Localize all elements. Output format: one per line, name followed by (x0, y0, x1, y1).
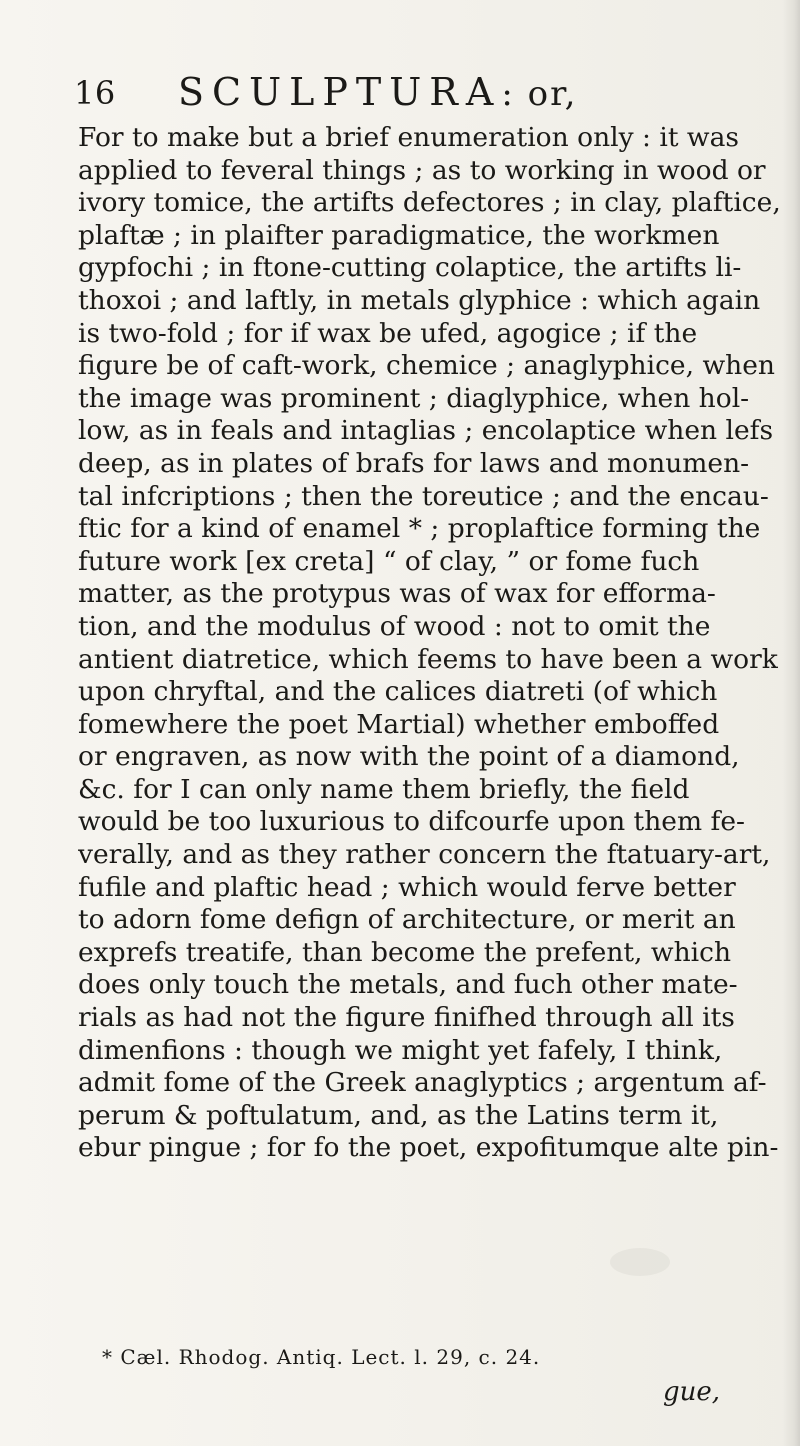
page-number: 16 (74, 74, 116, 112)
paper-stain (610, 1248, 670, 1276)
text-line: admit fome of the Greek anaglyptics ; argentum af- (78, 1067, 767, 1099)
text-line: &c. for I can only name them briefly, the field (78, 773, 690, 805)
text-line: or engraven, as now with the point of a diamond, (78, 741, 740, 773)
text-line: future work [ex creta] “ of clay, ” or fome fuch (78, 545, 700, 577)
text-line: fufile and plaftic head ; which would ferve better (78, 871, 736, 903)
text-line: antient diatretice, which feems to have been a work (78, 643, 778, 675)
text-line: tal infcriptions ; then the toreutice ; and the encau- (78, 480, 769, 512)
running-title-suffix: : or, (501, 74, 578, 114)
text-line: dimenfions : though we might yet fafely, I think, (78, 1034, 723, 1066)
text-line: tion, and the modulus of wood : not to omit the (78, 610, 711, 642)
text-line: low, as in feals and intaglias ; encolaptice when lefs (78, 415, 774, 447)
text-line: exprefs treatife, than become the prefent, which (78, 936, 732, 968)
text-line: ivory tomice, the artifts defectores ; in clay, plaftice, (78, 187, 781, 219)
footnote: * Cæl. Rhodog. Antiq. Lect. l. 29, c. 24. (102, 1345, 541, 1369)
text-line: gypfochi ; in ftone-cutting colaptice, the artifts li- (78, 252, 742, 284)
text-line: does only touch the metals, and fuch other mate- (78, 969, 738, 1001)
text-line: plaftæ ; in plaifter paradigmatice, the workmen (78, 219, 720, 251)
text-line: perum & poftulatum, and, as the Latins term it, (78, 1099, 719, 1131)
text-line: upon chryftal, and the calices diatreti (of which (78, 676, 718, 708)
text-line: applied to feveral things ; as to working in wood or (78, 154, 766, 186)
text-line: to adorn fome defign of architecture, or merit an (78, 904, 736, 936)
page-header (74, 70, 694, 118)
text-line: fomewhere the poet Martial) whether emboffed (78, 708, 720, 740)
text-line: rials as had not the figure finifhed through all its (78, 1002, 735, 1034)
text-line: deep, as in plates of brafs for laws and monumen- (78, 447, 750, 479)
text-line: is two-fold ; for if wax be ufed, agogice ; if the (78, 317, 698, 349)
text-line: the image was prominent ; diaglyphice, when hol- (78, 382, 750, 414)
text-line: would be too luxurious to difcourfe upon them fe- (78, 806, 745, 838)
text-line: For to make but a brief enumeration only : it was (78, 122, 739, 153)
text-line: verally, and as they rather concern the ftatuary-art, (78, 839, 771, 871)
text-line: figure be of caft-work, chemice ; anaglyphice, when (78, 350, 775, 382)
body-text (78, 122, 798, 1165)
text-line: thoxoi ; and laftly, in metals glyphice : which again (78, 284, 761, 316)
catchword: gue, (663, 1377, 721, 1407)
text-line: matter, as the protypus was of wax for efforma- (78, 578, 716, 610)
running-title (178, 70, 577, 114)
running-title-main: SCULPTURA (178, 70, 502, 114)
text-line: ftic for a kind of enamel * ; proplaftice forming the (78, 513, 761, 545)
text-line: ebur pingue ; for fo the poet, expofitumque alte pin- (78, 1132, 779, 1164)
